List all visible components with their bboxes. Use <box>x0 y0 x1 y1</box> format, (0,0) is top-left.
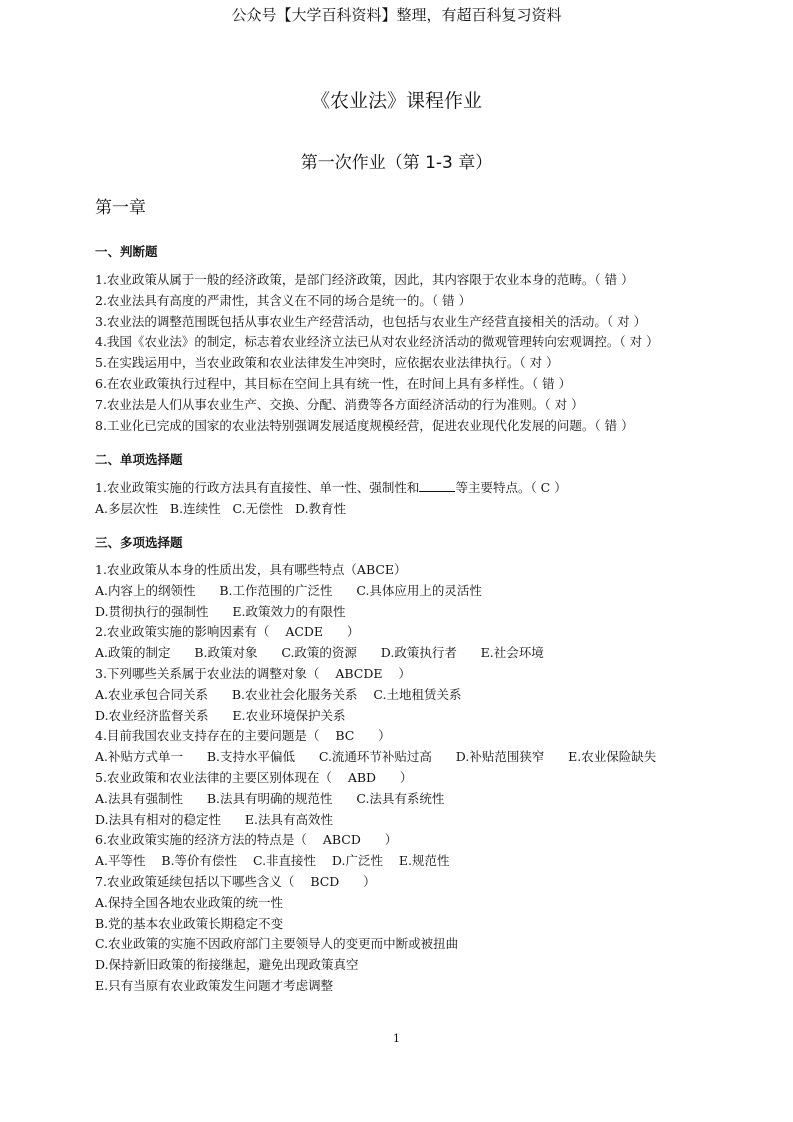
list-item: 5.在实践运用中，当农业政策和农业法律发生冲突时，应依据农业法律执行。（ 对 ） <box>95 355 559 371</box>
list-item: A.多层次性 B.连续性 C.无偿性 D.教育性 <box>95 500 347 516</box>
list-item: 2.农业法具有高度的严肃性，其含义在不同的场合是统一的。（ 错 ） <box>95 292 472 308</box>
list-item: 2.农业政策实施的影响因素有（ ACDE ） <box>95 624 360 640</box>
list-item: A.农业承包合同关系 B.农业社会化服务关系 C.土地租赁关系 <box>95 686 462 702</box>
true-false-list <box>95 270 659 436</box>
list-item: A.平等性 B.等价有偿性 C.非直接性 D.广泛性 E.规范性 <box>95 853 450 869</box>
list-item: 3.农业法的调整范围既包括从事农业生产经营活动，也包括与农业生产经营直接相关的活动。（ 对 ） <box>95 313 647 329</box>
list-item: 5.农业政策和农业法律的主要区别体现在（ ABD ） <box>95 769 413 785</box>
list-item: 4.我国《农业法》的制定，标志着农业经济立法已从对农业经济活动的微观管理转向宏观调控。（ 对 ） <box>95 334 659 350</box>
list-item: 6.在农业政策执行过程中，其目标在空间上具有统一性，在时间上具有多样性。（ 错 ） <box>95 375 572 391</box>
list-item: A.法具有强制性 B.法具有明确的规范性 C.法具有系统性 <box>95 790 445 806</box>
list-item <box>95 478 567 499</box>
list-item: B.党的基本农业政策长期稳定不变 <box>95 915 284 931</box>
list-item: 7.农业法是人们从事农业生产、交换、分配、消费等各方面经济活动的行为准则。（ 对 ） <box>95 396 584 412</box>
chapter-heading: 第一章 <box>95 198 146 218</box>
list-item: 8.工业化已完成的国家的农业法特别强调发展适度规模经营，促进农业现代化发展的问题。（ 错 ） <box>95 417 634 433</box>
list-item: A.政策的制定 B.政策对象 C.政策的资源 D.政策执行者 E.社会环境 <box>95 645 544 661</box>
page-number: 1 <box>393 1032 400 1045</box>
list-item: 7.农业政策延续包括以下哪些含义（ BCD ） <box>95 873 376 889</box>
list-item: A.内容上的纲领性 B.工作范围的广泛性 C.具体应用上的灵活性 <box>95 582 482 598</box>
list-item: D.法具有相对的稳定性 E.法具有高效性 <box>95 811 333 827</box>
list-item: E.只有当原有农业政策发生问题才考虑调整 <box>95 977 334 993</box>
list-item: 3.下列哪些关系属于农业法的调整对象（ ABCDE ） <box>95 665 411 681</box>
fill-blank <box>419 479 455 492</box>
question-text: 1.农业政策实施的行政方法具有直接性、单一性、强制性和 <box>95 480 420 495</box>
single-choice-list <box>95 478 567 520</box>
section-heading-single-choice: 二、单项选择题 <box>95 452 183 467</box>
document-title: 《农业法》课程作业 <box>310 90 482 112</box>
header-watermark: 公众号【大学百科资料】整理，有超百科复习资料 <box>231 6 562 24</box>
document-subtitle: 第一次作业（第 1-3 章） <box>300 153 493 173</box>
multiple-choice-list <box>95 560 656 997</box>
list-item: A.保持全国各地农业政策的统一性 <box>95 894 284 910</box>
question-answer: 等主要特点。（ C ） <box>455 480 567 495</box>
list-item: 1.农业政策从本身的性质出发，具有哪些特点（ABCE） <box>95 562 407 577</box>
list-item: D.保持新旧政策的衔接继起，避免出现政策真空 <box>95 957 359 973</box>
list-item: D.贯彻执行的强制性 E.政策效力的有限性 <box>95 603 346 619</box>
list-item: C.农业政策的实施不因政府部门主要领导人的变更而中断或被扭曲 <box>95 936 459 952</box>
list-item: D.农业经济监督关系 E.农业环境保护关系 <box>95 707 346 723</box>
list-item: 1.农业政策从属于一般的经济政策，是部门经济政策，因此，其内容限于农业本身的范畴。（ 错 ） <box>95 272 634 287</box>
section-heading-multiple-choice: 三、多项选择题 <box>95 535 183 550</box>
list-item: 4.目前我国农业支持存在的主要问题是（ BC ） <box>95 728 391 744</box>
list-item: A.补贴方式单一 B.支持水平偏低 C.流通环节补贴过高 D.补贴范围狭窄 E.农业保险缺失 <box>95 749 657 765</box>
section-heading-true-false: 一、判断题 <box>95 244 158 259</box>
list-item: 6.农业政策实施的经济方法的特点是（ ABCD ） <box>95 832 398 848</box>
